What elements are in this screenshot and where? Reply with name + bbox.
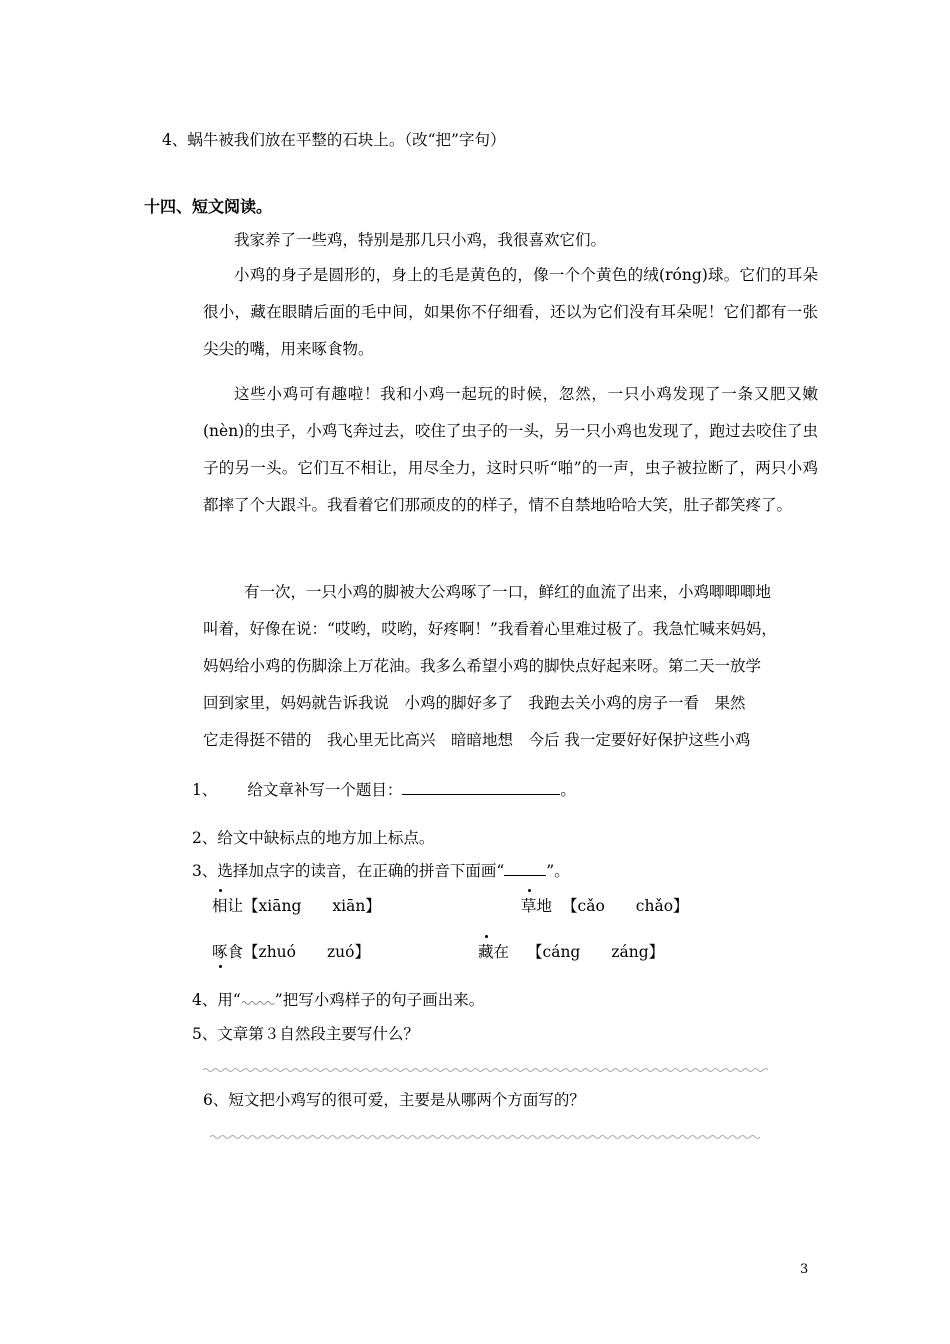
dotted-char: 藏 xyxy=(478,940,494,962)
answer-line-6[interactable] xyxy=(210,1134,808,1140)
underline-sample xyxy=(504,863,546,876)
page-number: 3 xyxy=(800,1262,809,1277)
question-4-prefix: 4、用“ xyxy=(192,991,241,1009)
pinyin-item-2 xyxy=(521,894,689,916)
question-1-number: 1、 xyxy=(192,781,218,799)
plain-char: 在 xyxy=(493,943,510,961)
paragraph-4-line: 有一次，一只小鸡的脚被大公鸡啄了一口，鲜红的血流了出来，小鸡唧唧唧地 xyxy=(244,583,772,601)
question-4-suffix: ”把写小鸡样子的句子画出来。 xyxy=(274,991,485,1009)
question-5: 5、文章第３自然段主要写什么？ xyxy=(192,1025,419,1043)
pinyin-item-3 xyxy=(212,940,370,962)
title-answer-blank[interactable] xyxy=(402,781,560,795)
paragraph-4-line: 回到家里，妈妈就告诉我说 小鸡的脚好多了 我跑去关小鸡的房子一看 果然 xyxy=(203,694,746,712)
passage-paragraph-1: 我家养了一些鸡，特别是那几只小鸡，我很喜欢它们。 xyxy=(234,231,607,249)
passage-paragraph-3 xyxy=(203,376,818,524)
pinyin-item-1 xyxy=(212,894,381,916)
paragraph-2-text: 小鸡的身子是圆形的，身上的毛是黄色的，像一个个黄色的绒(róng)球。它们的耳朵很小，藏在眼睛后面的毛中间，如果你不仔细看，还以为它们没有耳朵呢！它们都有一张尖尖的嘴，用来啄食物。 xyxy=(203,266,818,358)
question-2: 2、给文中缺标点的地方加上标点。 xyxy=(192,829,435,847)
question-3-prefix: 3、选择加点字的读音，在正确的拼音下面画“ xyxy=(192,862,505,880)
plain-char: 地 xyxy=(536,897,553,915)
passage-paragraph-2 xyxy=(203,257,818,368)
pinyin-options[interactable]: 【cáng záng】 xyxy=(527,943,665,961)
question-4 xyxy=(192,988,484,1010)
question-1-end: 。 xyxy=(560,781,576,799)
question-1 xyxy=(192,778,576,800)
dotted-char: 啄 xyxy=(212,940,228,962)
pinyin-item-4 xyxy=(478,940,664,962)
dotted-char: 相 xyxy=(212,894,228,916)
wavy-underline-sample xyxy=(241,995,275,1005)
paragraph-4-line: 妈妈给小鸡的伤脚涂上万花油。我多么希望小鸡的脚快点好起来呀。第二天一放学 xyxy=(203,657,762,675)
question-1-text: 给文章补写一个题目： xyxy=(247,781,403,799)
paragraph-3-text: 这些小鸡可有趣啦！我和小鸡一起玩的时候，忽然，一只小鸡发现了一条又肥又嫩(nèn)的虫子，小鸡飞奔过去，咬住了虫子的一头，另一只小鸡也发现了，跑过去咬住了虫子的另一头。它们互不相让，用尽全力，这时只听“啪”的一声，虫子被拉断了，两只小鸡都摔了个大跟斗。我看着它们那顽皮的的样子，情不自禁地哈哈大笑，肚子都笑疼了。 xyxy=(203,385,818,514)
paragraph-4-line: 它走得挺不错的 我心里无比高兴 暗暗地想 今后 我一定要好好保护这些小鸡 xyxy=(203,731,751,749)
pinyin-options[interactable]: 【zhuó zuó】 xyxy=(243,943,370,961)
rewrite-question-4: 4、蜗牛被我们放在平整的石块上。（改“把”字句） xyxy=(162,131,506,149)
section-title: 十四、短文阅读。 xyxy=(144,197,273,216)
plain-char: 让 xyxy=(227,897,244,915)
paragraph-4-line: 叫着，好像在说：“哎哟，哎哟，好疼啊！”我看着心里难过极了。我急忙喊来妈妈， xyxy=(203,620,777,638)
dotted-char: 草 xyxy=(521,894,537,916)
pinyin-options[interactable]: 【xiāng xiān】 xyxy=(243,897,381,915)
plain-char: 食 xyxy=(227,943,244,961)
answer-line-5[interactable] xyxy=(203,1067,808,1073)
question-3-suffix: ”。 xyxy=(546,862,570,880)
pinyin-options[interactable]: 【cǎo chǎo】 xyxy=(562,897,689,915)
question-3 xyxy=(192,859,570,881)
question-6: 6、短文把小鸡写的很可爱，主要是从哪两个方面写的？ xyxy=(203,1091,585,1109)
